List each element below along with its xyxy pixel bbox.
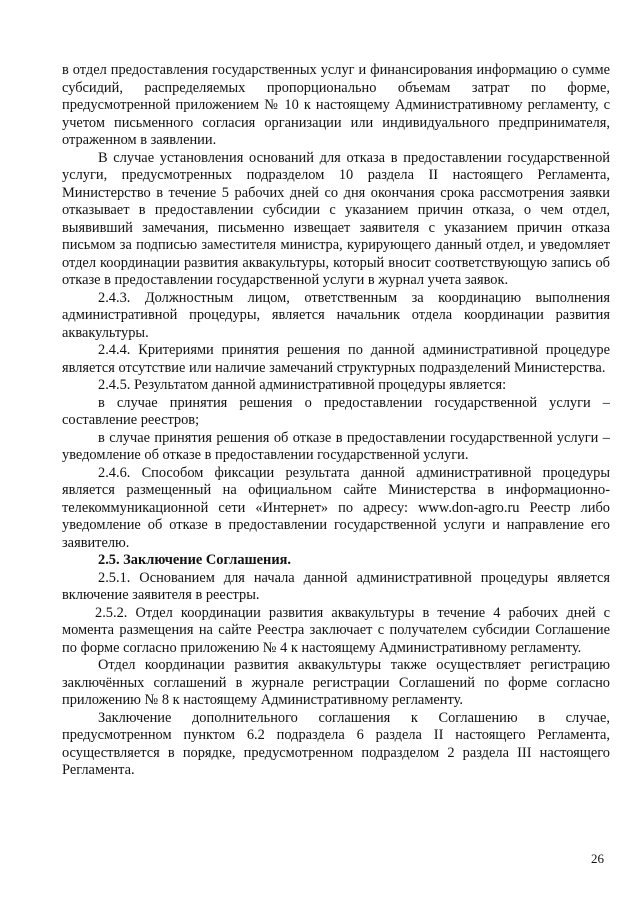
paragraph-2-4-3: 2.4.3. Должностным лицом, ответственным за координацию выполнения административной процедуры, является начальник отдела координации развития аквакультуры. xyxy=(62,289,610,341)
paragraph-2-4-6: 2.4.6. Способом фиксации результата данной административной процедуры является размещенный на официальном сайте Министерства в информационно-телекоммуникационной сети «Интернет» по адресу: www.don-agro.ru Реестр либо уведомление об отказе в предоставлении государственной услуги и направление его заявителю. xyxy=(62,464,610,551)
paragraph-2-4-5-b: в случае принятия решения об отказе в предоставлении государственной услуги – уведомление об отказе в предоставлении государственной услуги. xyxy=(62,429,610,463)
document-body xyxy=(62,62,610,780)
paragraph-2-5-2: 2.5.2. Отдел координации развития аквакультуры в течение 4 рабочих дней с момента размещения на сайте Реестра заключает с получателем субсидии Соглашение по форме согласно приложению № 4 к настоящему Административному регламенту. xyxy=(62,604,610,656)
paragraph-1: в отдел предоставления государственных услуг и финансирования информацию о сумме субсидий, распределяемых пропорционально объемам затрат по форме, предусмотренной приложением № 10 к настоящему Административному регламенту, с учетом письменного согласия организации или индивидуального предпринимателя, отраженном в заявлении. xyxy=(62,62,610,148)
section-heading-2-5: 2.5. Заключение Соглашения. xyxy=(98,552,292,568)
paragraph-additional-agreement: Заключение дополнительного соглашения к Соглашению в случае, предусмотренном пунктом 6.2 подраздела 6 раздела II настоящего Регламента, осуществляется в порядке, предусмотренном подразделом 2 раздела III настоящего Регламента. xyxy=(62,709,610,778)
paragraph-2-4-5: 2.4.5. Результатом данной административной процедуры является: xyxy=(98,377,507,393)
paragraph-2-4-5-a: в случае принятия решения о предоставлении государственной услуги – составление реестров; xyxy=(62,394,610,428)
page-number: 26 xyxy=(591,851,604,866)
paragraph-2: В случае установления оснований для отказа в предоставлении государственной услуги, предусмотренных подразделом 10 раздела II настоящего Регламента, Министерство в течение 5 рабочих дней со дня окончания срока рассмотрения заявки отказывает в предоставлении субсидии с указанием причин отказа, о чем отдел, выявивший замечания, письменно извещает заявителя с указанием причин отказа письмом за подписью заместителя министра, курирующего данный отдел, и уведомляет отдел координации развития аквакультуры, который вносит соответствующую запись об отказе в предоставлении государственной услуги в журнал учета заявок. xyxy=(62,149,610,288)
paragraph-2-4-4: 2.4.4. Критериями принятия решения по данной административной процедуре является отсутствие или наличие замечаний структурных подразделений Министерства. xyxy=(62,342,610,376)
paragraph-registration: Отдел координации развития аквакультуры также осуществляет регистрацию заключённых соглашений в журнале регистрации Соглашений по форме согласно приложению № 8 к настоящему Административному регламенту. xyxy=(62,657,610,708)
paragraph-2-5-1: 2.5.1. Основанием для начала данной административной процедуры является включение заявителя в реестры. xyxy=(62,569,610,603)
